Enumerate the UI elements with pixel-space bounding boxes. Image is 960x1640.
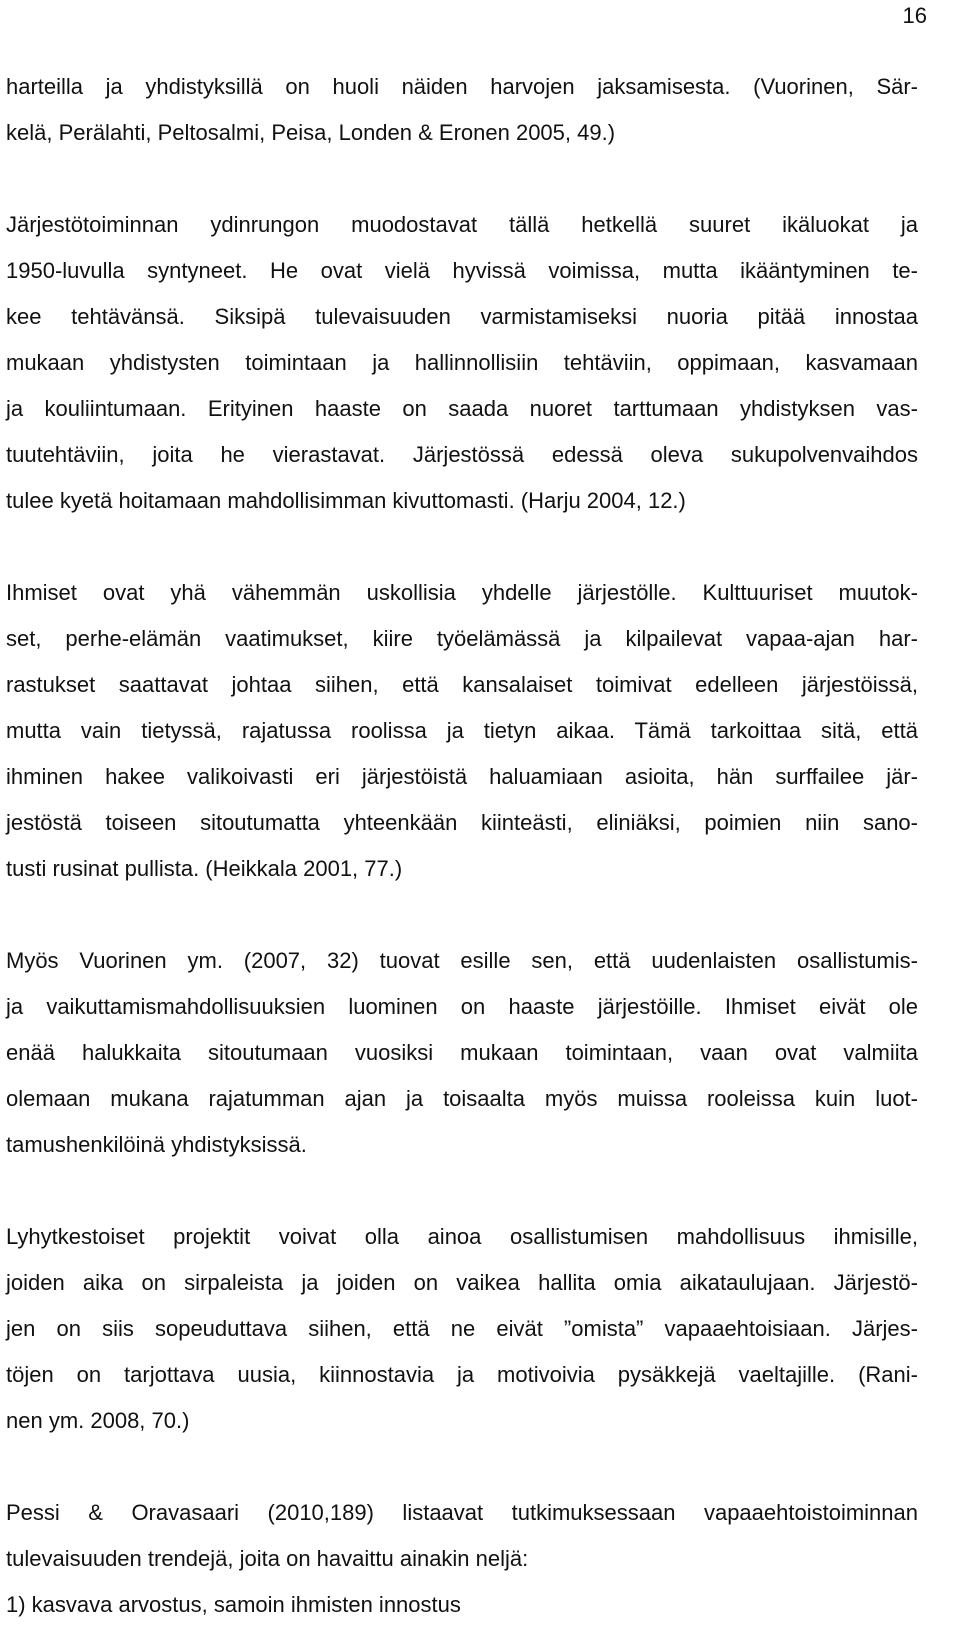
paragraph-ihmiset [6, 570, 918, 892]
document-body [6, 64, 918, 1628]
text-line: rastukset saattavat johtaa siihen, että kansalaiset toimivat edelleen järjestöissä, [6, 672, 918, 697]
text-line: 1950-luvulla syntyneet. He ovat vielä hyvissä voimissa, mutta ikääntyminen te- [6, 258, 918, 283]
text-line: ja kouliintumaan. Erityinen haaste on saada nuoret tarttumaan yhdistyksen vas- [6, 396, 918, 421]
text-line: tamushenkilöinä yhdistyksissä. [6, 1132, 307, 1157]
text-line: töjen on tarjottava uusia, kiinnostavia ja motivoivia pysäkkejä vaeltajille. (Rani- [6, 1362, 918, 1387]
text-line: tuutehtäviin, joita he vierastavat. Järjestössä edessä oleva sukupolvenvaihdos [6, 442, 918, 467]
paragraph-pessi-oravasaari [6, 1490, 918, 1628]
paragraph-harteilla [6, 64, 918, 156]
text-line: jestöstä toiseen sitoutumatta yhteenkään kiinteästi, eliniäksi, poimien niin sano- [6, 810, 918, 835]
text-line: Ihmiset ovat yhä vähemmän uskollisia yhdelle järjestölle. Kulttuuriset muutok- [6, 580, 918, 605]
text-line: kelä, Perälahti, Peltosalmi, Peisa, Londen & Eronen 2005, 49.) [6, 120, 616, 145]
paragraph-myos-vuorinen [6, 938, 918, 1168]
text-line: olemaan mukana rajatumman ajan ja toisaalta myös muissa rooleissa kuin luot- [6, 1086, 918, 1111]
text-line: enää halukkaita sitoutumaan vuosiksi mukaan toimintaan, vaan ovat valmiita [6, 1040, 918, 1065]
text-line: tulevaisuuden trendejä, joita on havaittu ainakin neljä: [6, 1546, 529, 1571]
text-line: Lyhytkestoiset projektit voivat olla ainoa osallistumisen mahdollisuus ihmisille, [6, 1224, 918, 1249]
text-line: mutta vain tietyssä, rajatussa roolissa ja tietyn aikaa. Tämä tarkoittaa sitä, että [6, 718, 918, 743]
list-item: 1) kasvava arvostus, samoin ihmisten innostus [6, 1592, 461, 1617]
text-line: Myös Vuorinen ym. (2007, 32) tuovat esille sen, että uudenlaisten osallistumis- [6, 948, 918, 973]
text-line: ihminen hakee valikoivasti eri järjestöistä haluamiaan asioita, hän surffailee jär- [6, 764, 918, 789]
text-line: ja vaikuttamismahdollisuuksien luominen on haaste järjestöille. Ihmiset eivät ole [6, 994, 918, 1019]
text-line: mukaan yhdistysten toimintaan ja hallinnollisiin tehtäviin, oppimaan, kasvamaan [6, 350, 918, 375]
text-line: jen on siis sopeuduttava siihen, että ne eivät ”omista” vapaaehtoisiaan. Järjes- [6, 1316, 918, 1341]
text-line: tulee kyetä hoitamaan mahdollisimman kivuttomasti. (Harju 2004, 12.) [6, 488, 686, 513]
text-line: kee tehtävänsä. Siksipä tulevaisuuden varmistamiseksi nuoria pitää innostaa [6, 304, 918, 329]
text-line: joiden aika on sirpaleista ja joiden on vaikea hallita omia aikataulujaan. Järjestö- [6, 1270, 918, 1295]
text-line: Pessi & Oravasaari (2010,189) listaavat tutkimuksessaan vapaaehtoistoiminnan [6, 1500, 918, 1525]
text-line: harteilla ja yhdistyksillä on huoli näiden harvojen jaksamisesta. (Vuorinen, Sär- [6, 74, 918, 99]
text-line: set, perhe-elämän vaatimukset, kiire työelämässä ja kilpailevat vapaa-ajan har- [6, 626, 918, 651]
page-number: 16 [902, 3, 927, 28]
text-line: Järjestötoiminnan ydinrungon muodostavat tällä hetkellä suuret ikäluokat ja [6, 212, 918, 237]
text-line: nen ym. 2008, 70.) [6, 1408, 190, 1433]
paragraph-jarjestotoiminnan [6, 202, 918, 524]
paragraph-lyhytkestoiset [6, 1214, 918, 1444]
text-line: tusti rusinat pullista. (Heikkala 2001, 77.) [6, 856, 403, 881]
